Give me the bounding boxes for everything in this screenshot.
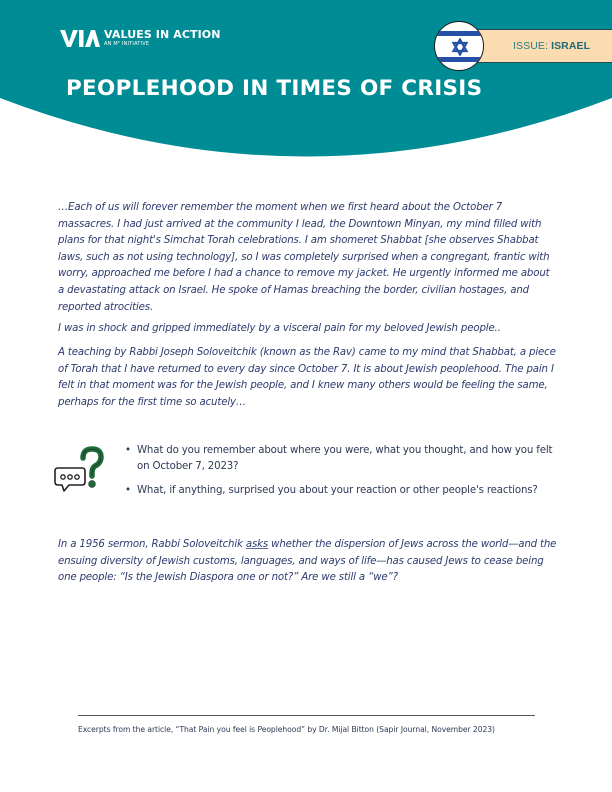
- issue-prefix: ISSUE:: [513, 40, 549, 52]
- quote-paragraph-2: I was in shock and gripped immediately by a visceral pain for my beloved Jewish people..: [58, 323, 501, 334]
- quote-paragraph-1: …Each of us will forever remember the moment when we first heard about the October 7 massacres. I had just arrived at the community I lead, the Downtown Minyan, my mind filled with plans for that night's Simchat Torah celebrations. I am shomeret Shabbat [she observes Shabbat laws, such as not using technology], so I was completely surprised when a congregant, frantic with worry, approached me before I had a chance to remove my jacket. He urgently informed me about a devastating attack on Israel. He spoke of Hamas breaching the border, civilian hostages, and reported atrocities.: [58, 202, 550, 313]
- logo-title: VALUES IN ACTION: [104, 28, 221, 41]
- issue-value: ISRAEL: [551, 40, 591, 52]
- asks-link[interactable]: asks: [245, 539, 269, 550]
- issue-label: [513, 40, 590, 52]
- quote-paragraph-3: A teaching by Rabbi Joseph Soloveitchik (known as the Rav) came to my mind that Shabbat, a piece of Torah that I have returned to every day since October 7. It is about Jewish peoplehood. The pain I felt in that moment was for the Jewish people, and I knew many others would be feeling the same, perhaps for the first time so acutely…: [58, 347, 556, 408]
- question-list: [123, 443, 563, 506]
- flag-stripe-bottom: [435, 57, 483, 62]
- closing-text-start: In a 1956 sermon, Rabbi Soloveitchik: [58, 539, 246, 550]
- question-item: • What do you remember about where you were, what you thought, and how you felt on October 7, 2023?: [123, 443, 563, 476]
- star-of-david-icon: [451, 38, 469, 56]
- closing-paragraph: [58, 537, 558, 587]
- values-in-action-logo: [60, 28, 221, 48]
- closing-text-end: whether the dispersion of Jews across the world—and the ensuing diversity of Jewish customs, languages, and ways of life—has caused Jews to cease being one people: “Is the Jewish Diaspora one or not?” Are we still a “we”?: [58, 539, 557, 584]
- source-citation: Excerpts from the article, “That Pain you feel is Peoplehood” by Dr. Mijal Bitton (Sapir Journal, November 2023): [78, 725, 495, 734]
- question-item: • What, if anything, surprised you about your reaction or other people's reactions?: [123, 483, 563, 499]
- flag-stripe-top: [435, 31, 483, 36]
- israel-flag-icon: [434, 21, 484, 71]
- logo-subtitle: AN M² INITIATIVE: [104, 41, 150, 47]
- footer-divider: [78, 715, 535, 716]
- via-logo-mark-icon: [60, 28, 100, 48]
- page-title: PEOPLEHOOD IN TIMES OF CRISIS: [66, 76, 483, 101]
- speech-bubble-question-icon: [52, 446, 110, 494]
